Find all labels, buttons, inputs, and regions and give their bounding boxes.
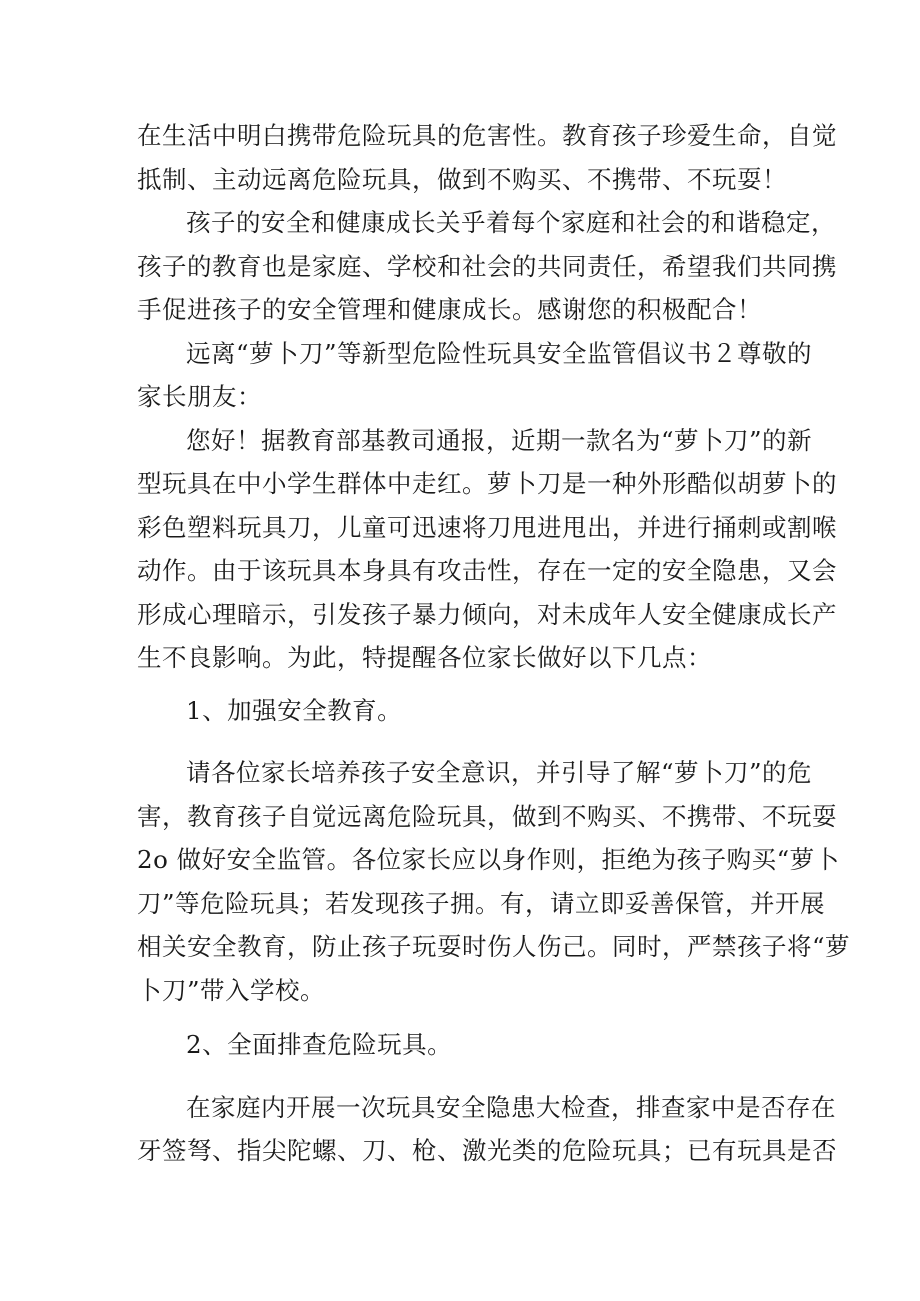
- section-heading: 2、全面排查危险玩具。: [186, 1030, 453, 1059]
- text-line: 动作。由于该玩具本身具有攻击性，存在一定的安全隐患，又会: [137, 556, 837, 585]
- text-line: 2o 做好安全监管。各位家长应以身作则，拒绝为孩子购买“萝卜: [137, 845, 840, 874]
- text-line: 牙签弩、指尖陀螺、刀、枪、激光类的危险玩具；已有玩具是否: [137, 1136, 837, 1165]
- document-body: [137, 114, 851, 1173]
- title-line: 远离“萝卜刀”等新型危险性玩具安全监管倡议书２尊敬的: [186, 338, 813, 368]
- paragraph-start: 在家庭内开展一次玩具安全隐患大检查，排查家中是否存在: [186, 1092, 836, 1122]
- text-line: 手促进孩子的安全管理和健康成长。感谢您的积极配合！: [137, 295, 762, 324]
- section-heading: 1、加强安全教育。: [186, 695, 403, 725]
- paragraph-start: 孩子的安全和健康成长关乎着每个家庭和社会的和谐稳定，: [186, 208, 836, 237]
- paragraph-start: 您好！据教育部基教司通报，近期一款名为“萝卜刀”的新: [186, 425, 813, 455]
- text-line: 在生活中明白携带危险玩具的危害性。教育孩子珍爱生命，自觉: [137, 121, 837, 150]
- paragraph-start: 请各位家长培养孩子安全意识，并引导了解“萝卜刀”的危: [186, 758, 813, 787]
- text-line: 抵制、主动远离危险玩具，做到不购买、不携带、不玩耍！: [137, 164, 787, 194]
- text-line: 害，教育孩子自觉远离危险玩具，做到不购买、不携带、不玩耍: [137, 801, 837, 831]
- text-line: 刀”等危险玩具；若发现孩子拥。有，请立即妥善保管，并开展: [137, 888, 826, 918]
- text-line: 卜刀”带入学校。: [137, 975, 326, 1005]
- text-line: 相关安全教育，防止孩子玩耍时伤人伤己。同时，严禁孩子将“萝: [137, 932, 851, 961]
- text-line: 型玩具在中小学生群体中走红。萝卜刀是一种外形酷似胡萝卜的: [137, 469, 837, 498]
- salutation: 家长朋友：: [137, 382, 262, 411]
- text-line: 形成心理暗示，引发孩子暴力倾向，对未成年人安全健康成长产: [137, 599, 837, 629]
- text-line: 孩子的教育也是家庭、学校和社会的共同责任，希望我们共同携: [137, 251, 837, 281]
- text-line: 生不良影响。为此，特提醒各位家长做好以下几点：: [137, 643, 712, 672]
- text-line: 彩色塑料玩具刀，儿童可迅速将刀甩进甩出，并进行捅刺或割喉: [137, 512, 837, 542]
